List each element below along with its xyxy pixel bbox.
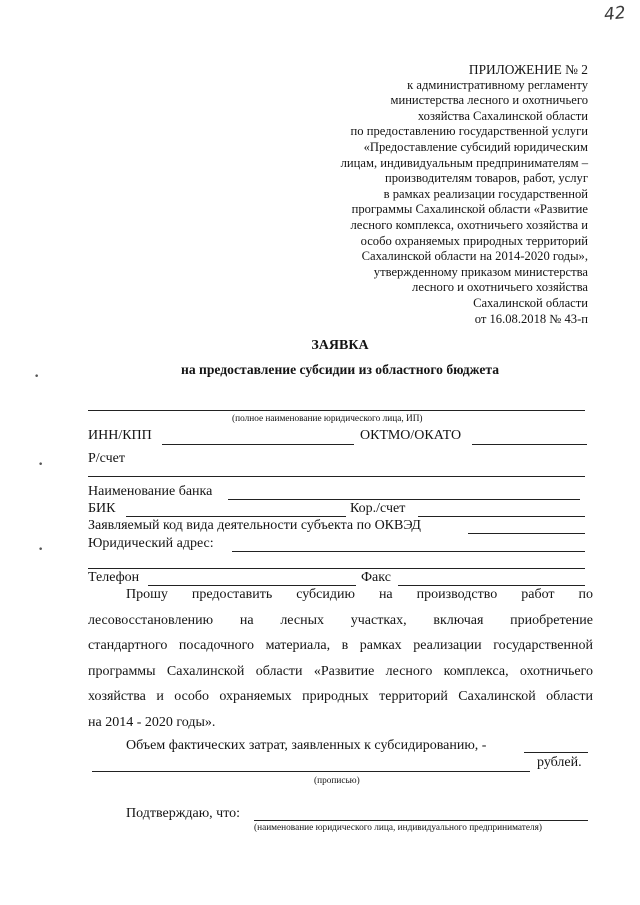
- request-line: лесовосстановлению на лесных участках, включая приобретение: [88, 612, 593, 628]
- appendix-line: программы Сахалинской области «Развитие: [351, 202, 588, 217]
- full-name-field[interactable]: [88, 410, 585, 411]
- appendix-line: лесного и охотничьего хозяйства: [412, 280, 588, 295]
- appendix-line: ПРИЛОЖЕНИЕ № 2: [468, 62, 588, 77]
- costs-amount-field[interactable]: [524, 752, 588, 753]
- confirm-label: Подтверждаю, что:: [126, 806, 241, 821]
- confirm-field[interactable]: [254, 820, 588, 821]
- costs-label: Объем фактических затрат, заявленных к субсидированию, -: [126, 738, 487, 753]
- appendix-line: «Предоставление субсидий юридическим: [363, 139, 588, 154]
- appendix-line: лесного комплекса, охотничьего хозяйства и: [350, 217, 588, 232]
- appendix-line: лицам, индивидуальным предпринимателям –: [340, 155, 588, 170]
- appendix-line: от 16.08.2018 № 43-п: [474, 311, 588, 326]
- appendix-line: по предоставлению государственной услуги: [350, 124, 588, 139]
- appendix-header: [258, 62, 588, 327]
- scan-dot-mark: •: [38, 545, 44, 555]
- bik-label: БИК: [88, 501, 116, 516]
- okved-label: Заявляемый код вида деятельности субъекта по ОКВЭД: [88, 518, 421, 533]
- document-title: ЗАЯВКА: [311, 338, 369, 353]
- page-number: 42: [603, 2, 627, 26]
- request-paragraph: [88, 582, 593, 736]
- confirm-caption: (наименование юридического лица, индивидуального предпринимателя): [254, 823, 543, 833]
- request-line: на 2014 - 2020 годы».: [88, 714, 216, 730]
- account-label: Р/счет: [88, 451, 125, 466]
- appendix-line: министерства лесного и охотничьего: [390, 93, 588, 108]
- phone-label: Телефон: [88, 570, 140, 585]
- full-name-caption: (полное наименование юридического лица, ИП): [232, 414, 423, 424]
- account-field[interactable]: [88, 476, 585, 477]
- corr-account-label: Кор./счет: [350, 501, 406, 516]
- legal-address-field[interactable]: [232, 551, 585, 552]
- inn-kpp-field[interactable]: [162, 444, 354, 445]
- request-line: хозяйства и особо охраняемых природных территорий Сахалинской области: [88, 689, 593, 705]
- oktmo-okato-field[interactable]: [472, 444, 587, 445]
- inn-kpp-label: ИНН/КПП: [88, 428, 152, 443]
- appendix-line: Сахалинской области: [473, 295, 588, 310]
- okved-field[interactable]: [468, 533, 585, 534]
- legal-address-label: Юридический адрес:: [88, 536, 214, 551]
- oktmo-okato-label: ОКТМО/ОКАТО: [360, 428, 462, 443]
- costs-currency: рублей.: [537, 755, 582, 770]
- appendix-line: Сахалинской области на 2014-2020 годы»,: [361, 249, 588, 264]
- appendix-line: производителям товаров, работ, услуг: [384, 171, 588, 186]
- scan-dot-mark: •: [34, 372, 40, 382]
- costs-in-words-field[interactable]: [92, 771, 530, 772]
- bank-name-field[interactable]: [228, 499, 580, 500]
- corr-account-field[interactable]: [418, 516, 585, 517]
- appendix-line: особо охраняемых природных территорий: [360, 233, 588, 248]
- fax-label: Факс: [361, 570, 391, 585]
- legal-address-field-line2[interactable]: [88, 568, 585, 569]
- appendix-line: в рамках реализации государственной: [383, 186, 588, 201]
- document-subtitle: на предоставление субсидии из областного бюджета: [181, 362, 499, 377]
- request-line: стандартного посадочного материала, в рамках реализации государственной: [88, 638, 593, 654]
- appendix-line: хозяйства Сахалинской области: [417, 108, 588, 123]
- request-line: программы Сахалинской области «Развитие лесного комплекса, охотничьего: [88, 663, 593, 679]
- appendix-line: к административному регламенту: [407, 77, 588, 92]
- bik-field[interactable]: [126, 516, 346, 517]
- appendix-line: утвержденному приказом министерства: [373, 264, 588, 279]
- request-line: Прошу предоставить субсидию на производство работ по: [126, 587, 593, 602]
- scan-dot-mark: •: [38, 460, 44, 470]
- bank-name-label: Наименование банка: [88, 484, 213, 499]
- costs-in-words-caption: (прописью): [314, 776, 360, 786]
